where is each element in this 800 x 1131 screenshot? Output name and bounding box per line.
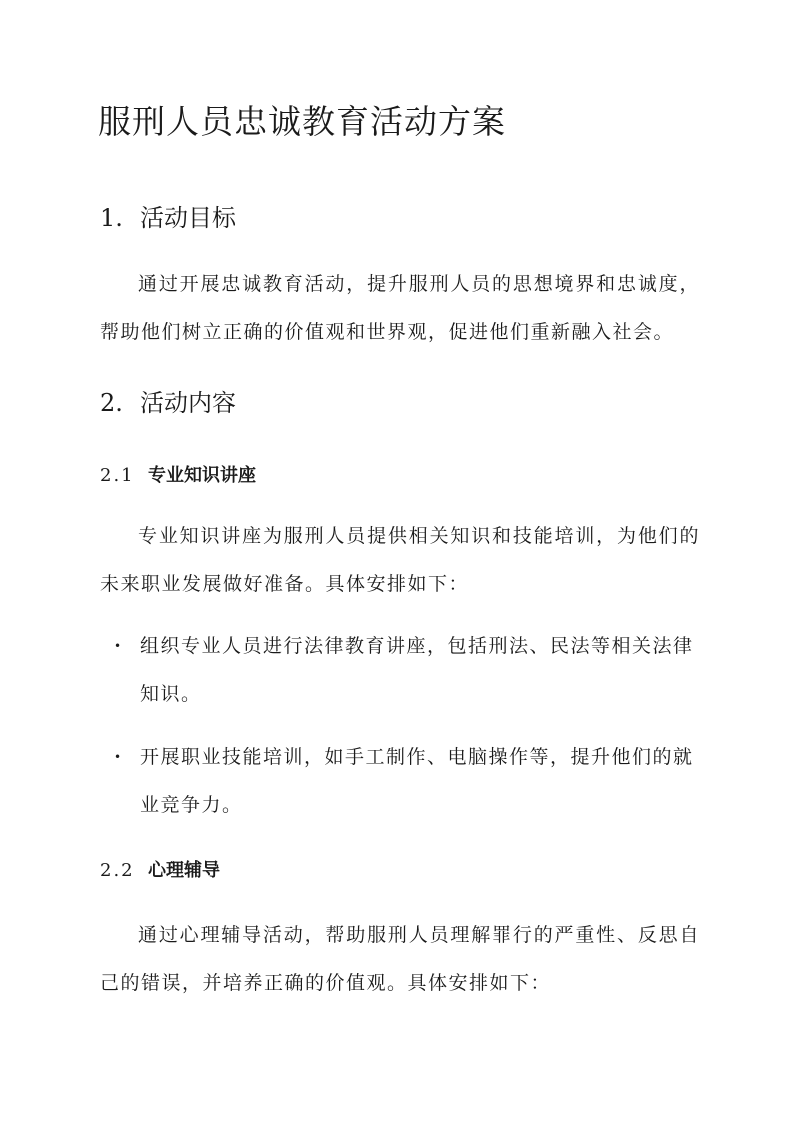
lectures-paragraph: 专业知识讲座为服刑人员提供相关知识和技能培训，为他们的未来职业发展做好准备。具体安排如下：: [100, 525, 700, 595]
section-heading-content: [100, 383, 236, 418]
section-heading-goals: [100, 198, 236, 233]
list-item: [114, 733, 704, 829]
bullet-icon: •: [114, 639, 123, 653]
subsection-title: 心理辅导: [148, 860, 220, 881]
subsection-number: 2.1: [100, 465, 135, 486]
counseling-paragraph: 通过心理辅导活动，帮助服刑人员理解罪行的严重性、反思自己的错误，并培养正确的价值观。具体安排如下：: [100, 924, 700, 994]
subsection-heading-counseling: [100, 856, 220, 882]
bullet-icon: •: [114, 750, 123, 764]
section-number: 2.: [100, 389, 123, 417]
subsection-heading-lectures: [100, 461, 256, 487]
goals-paragraph: 通过开展忠诚教育活动，提升服刑人员的思想境界和忠诚度，帮助他们树立正确的价值观和世界观，促进他们重新融入社会。: [100, 273, 700, 343]
section-number: 1.: [100, 204, 123, 232]
subsection-title: 专业知识讲座: [148, 465, 256, 486]
section-title: 活动目标: [140, 204, 236, 232]
list-item: [114, 622, 704, 718]
section-title: 活动内容: [140, 389, 236, 417]
list-item-text: 开展职业技能培训，如手工制作、电脑操作等，提升他们的就业竞争力。: [140, 746, 694, 816]
subsection-number: 2.2: [100, 860, 135, 881]
list-item-text: 组织专业人员进行法律教育讲座，包括刑法、民法等相关法律知识。: [140, 635, 694, 705]
document-title: 服刑人员忠诚教育活动方案: [98, 102, 506, 141]
